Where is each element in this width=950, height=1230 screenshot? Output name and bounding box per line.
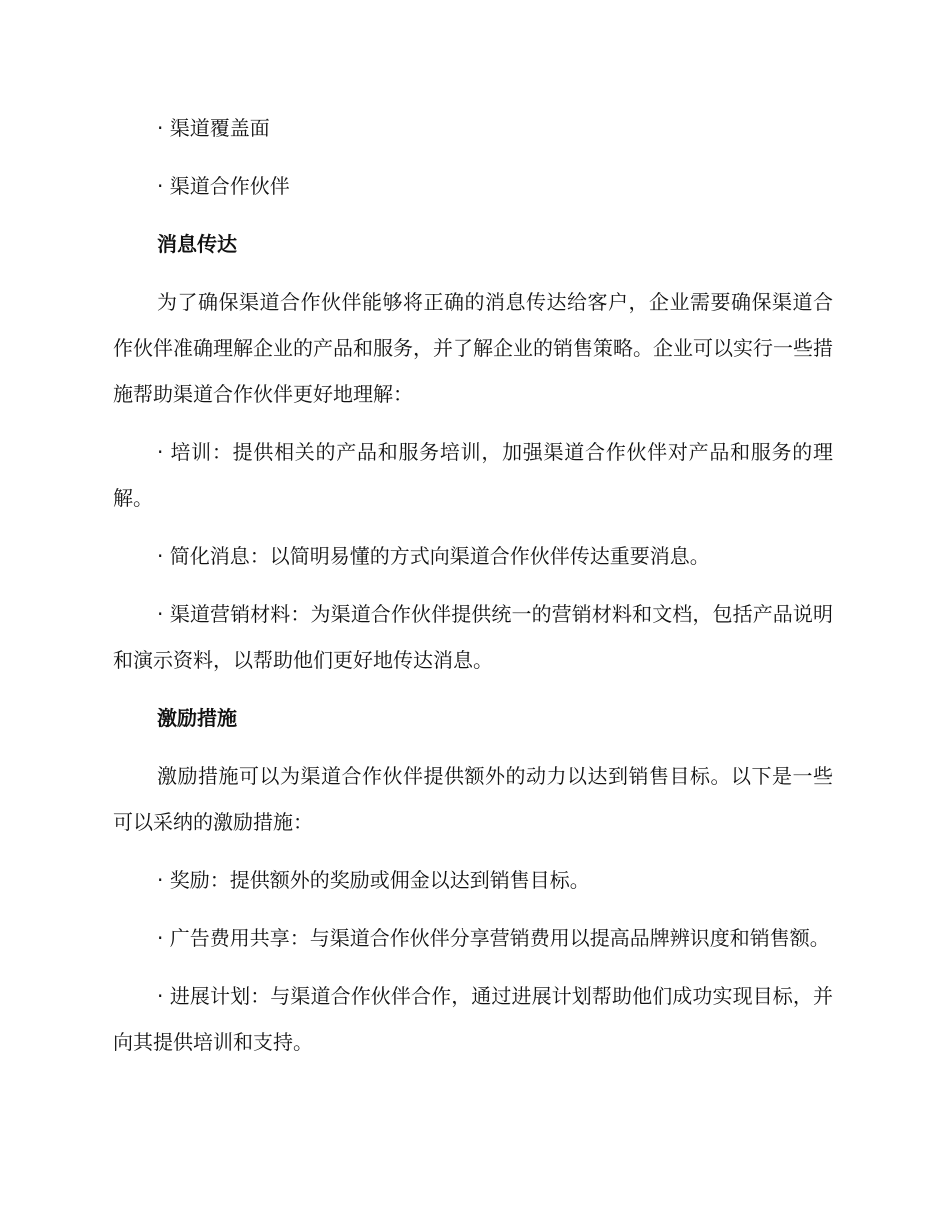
bullet-channel-coverage: · 渠道覆盖面: [157, 116, 270, 140]
bullet-channel-marketing-materials: · 渠道营销材料：为渠道合作伙伴提供统一的营销材料和文档，包括产品说明和演示资料，以帮助他们更好地传达消息。: [113, 602, 833, 672]
bullet-ad-cost-sharing: · 广告费用共享：与渠道合作伙伴分享营销费用以提高品牌辨识度和销售额。: [157, 926, 830, 950]
bullet-rewards: · 奖励：提供额外的奖励或佣金以达到销售目标。: [157, 868, 590, 892]
section-heading-messaging: 消息传达: [157, 232, 237, 256]
bullet-training: · 培训：提供相关的产品和服务培训，加强渠道合作伙伴对产品和服务的理解。: [113, 440, 833, 510]
bullet-progress-plan: · 进展计划：与渠道合作伙伴合作，通过进展计划帮助他们成功实现目标，并向其提供培训和支持。: [113, 984, 833, 1054]
section-heading-incentives: 激励措施: [157, 706, 237, 730]
document-body: [113, 105, 833, 1077]
bullet-simplify-message: · 简化消息：以简明易懂的方式向渠道合作伙伴传达重要消息。: [157, 544, 710, 568]
bullet-channel-partners: · 渠道合作伙伴: [157, 174, 290, 198]
paragraph-incentives-intro: 激励措施可以为渠道合作伙伴提供额外的动力以达到销售目标。以下是一些可以采纳的激励措施：: [113, 764, 833, 834]
paragraph-messaging-intro: 为了确保渠道合作伙伴能够将正确的消息传达给客户，企业需要确保渠道合作伙伴准确理解企业的产品和服务，并了解企业的销售策略。企业可以实行一些措施帮助渠道合作伙伴更好地理解：: [113, 290, 833, 406]
